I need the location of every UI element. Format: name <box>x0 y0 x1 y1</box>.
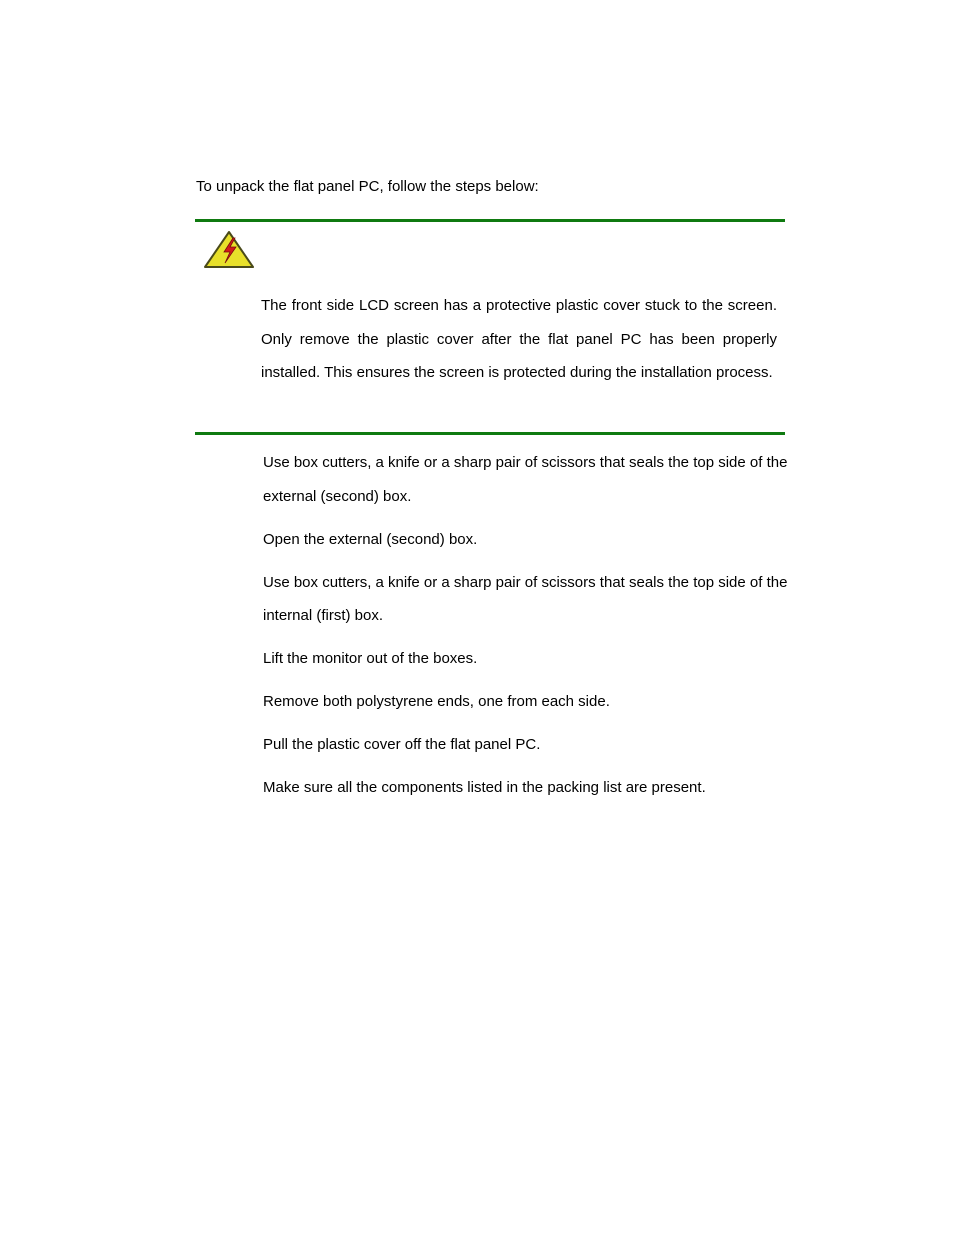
list-item: Remove both polystyrene ends, one from each side. <box>263 693 610 710</box>
list-item: Lift the monitor out of the boxes. <box>263 650 478 667</box>
list-item: Make sure all the components listed in the packing list are present. <box>263 779 706 796</box>
unpack-steps-list <box>263 446 823 814</box>
warning-triangle-icon <box>203 230 255 270</box>
list-item: Use box cutters, a knife or a sharp pair of scissors that seals the top side of the internal (first) box. <box>263 573 788 624</box>
list-item: Pull the plastic cover off the flat panel PC. <box>263 736 541 753</box>
list-item: Use box cutters, a knife or a sharp pair of scissors that seals the top side of the external (second) box. <box>263 454 788 505</box>
warning-message: The front side LCD screen has a protective plastic cover stuck to the screen. Only remove the plastic cover after the flat panel PC has been properly installed. This ensures the screen is protected during the installation process. <box>261 297 777 382</box>
warning-top-rule <box>195 219 785 222</box>
intro-text: To unpack the flat panel PC, follow the steps below: <box>196 178 539 195</box>
warning-bottom-rule <box>195 432 785 435</box>
list-item: Open the external (second) box. <box>263 530 478 548</box>
